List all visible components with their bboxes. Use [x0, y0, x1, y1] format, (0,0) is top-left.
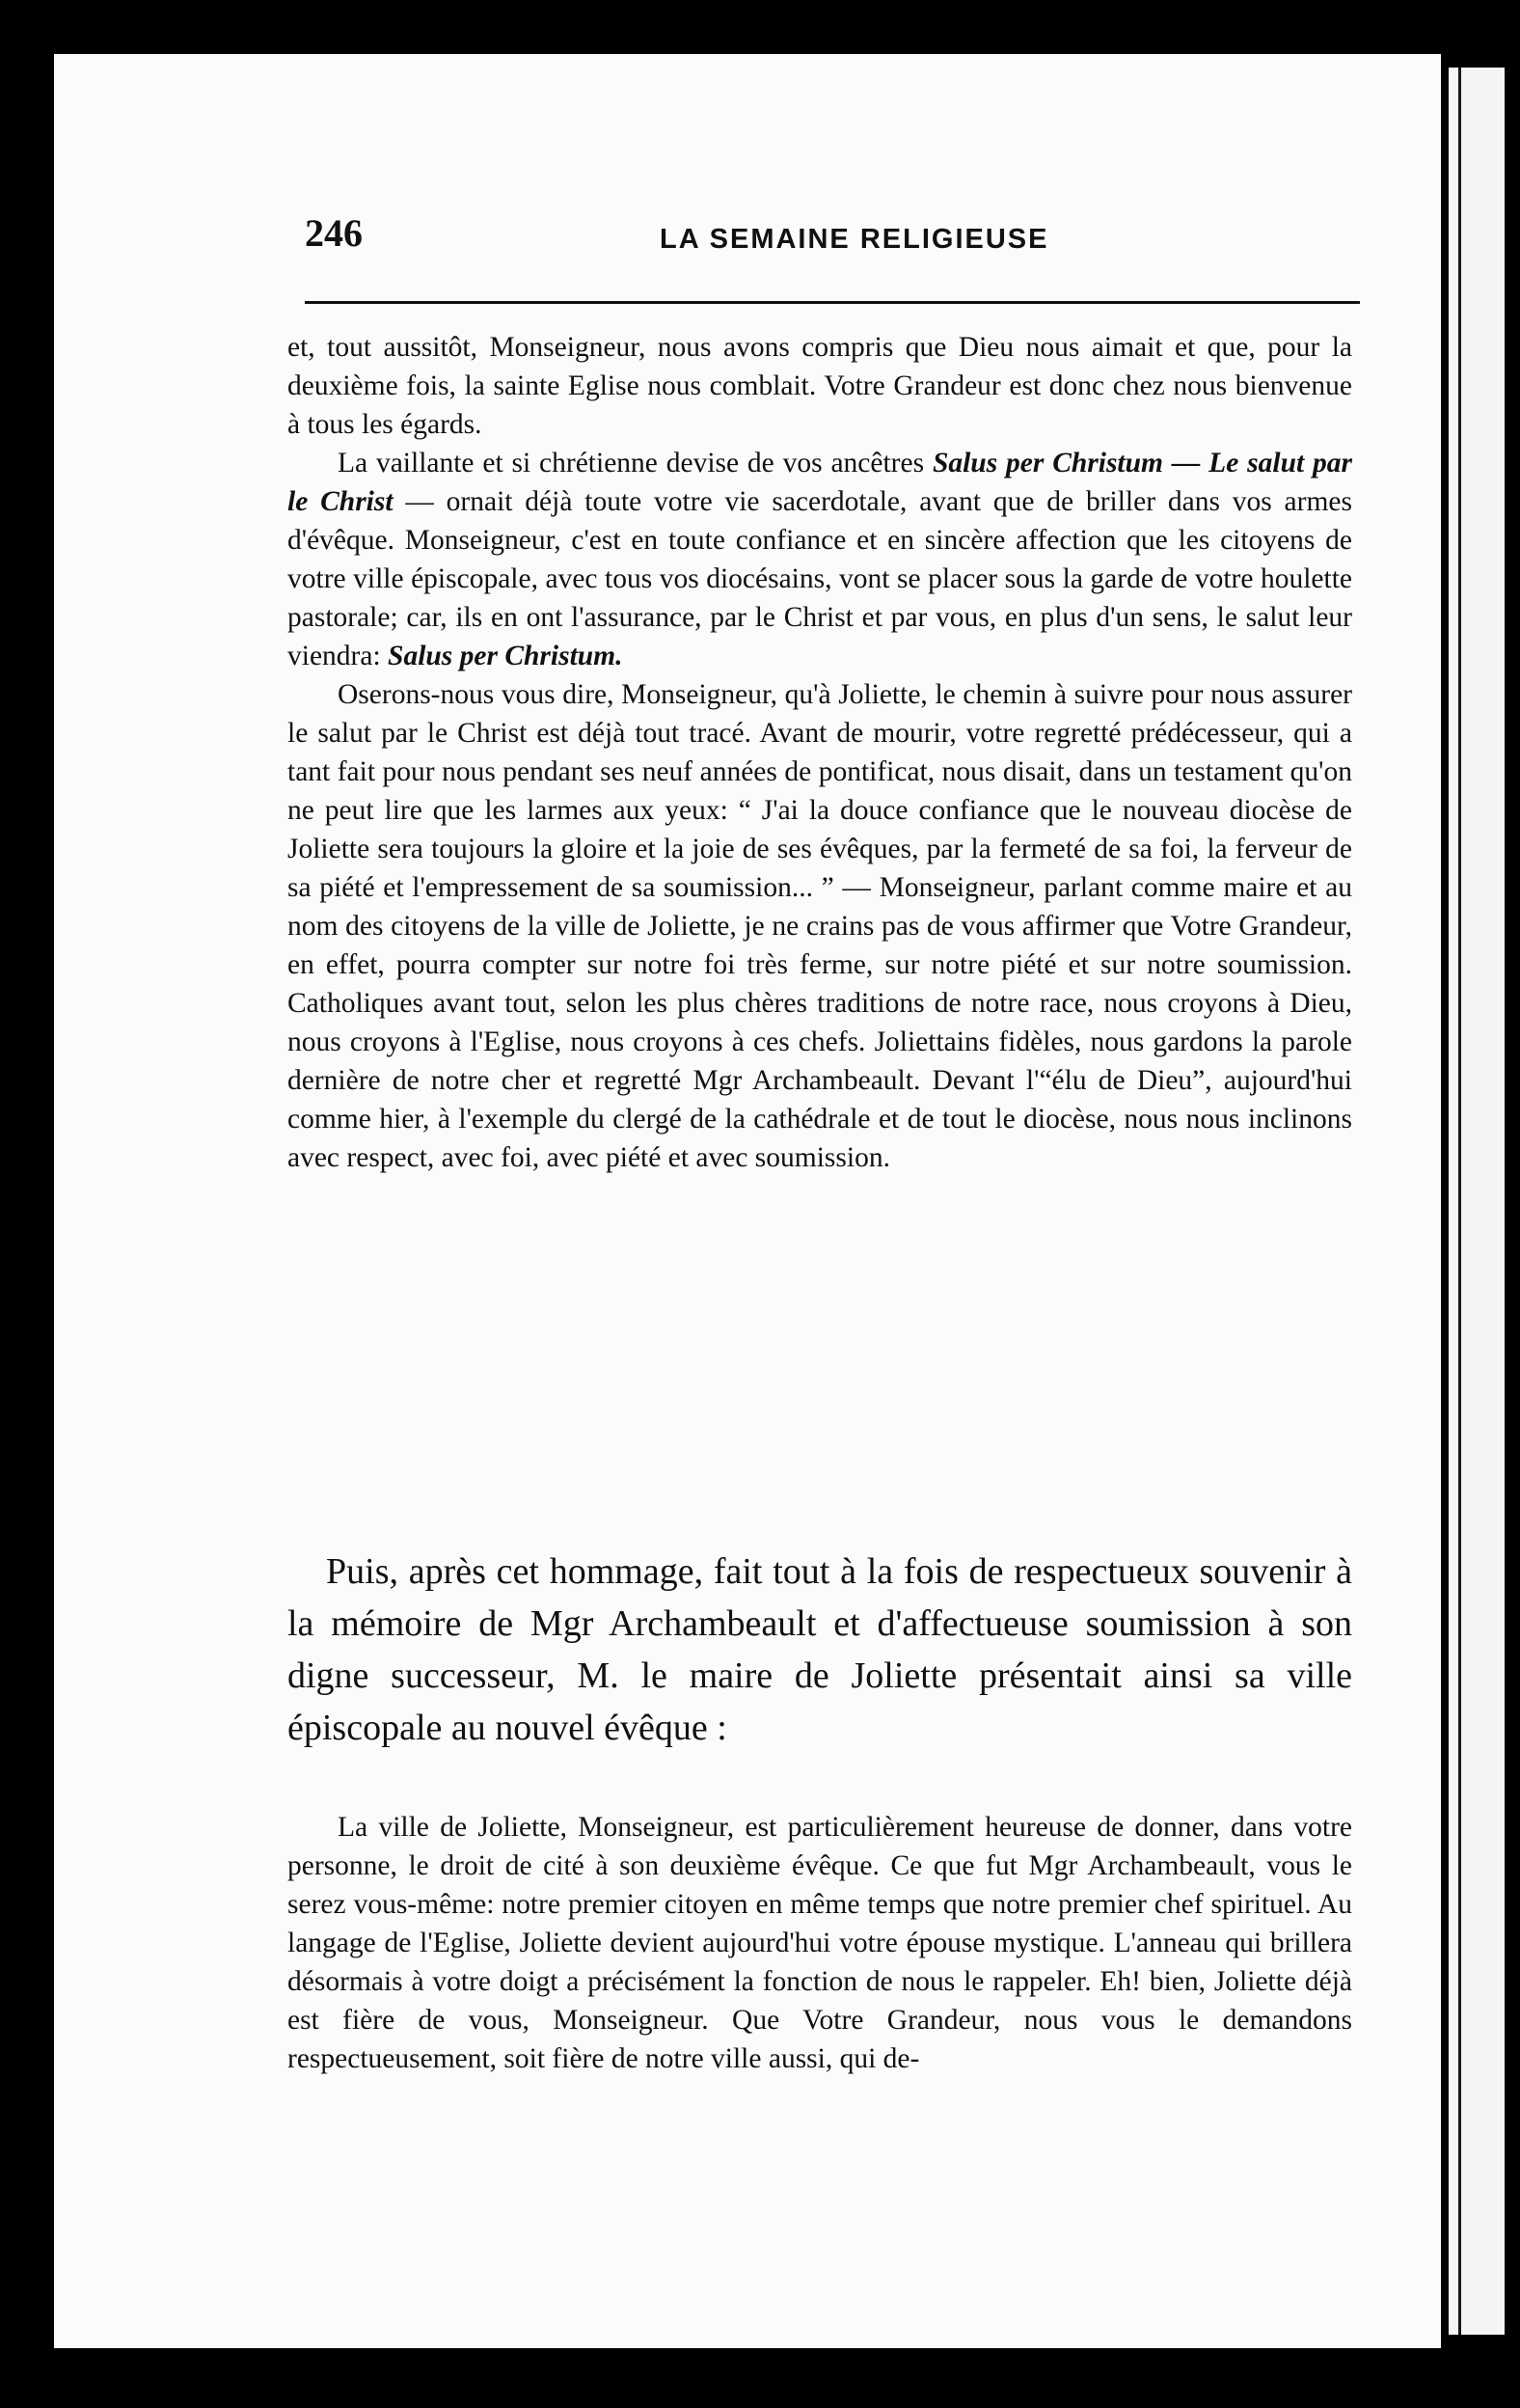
page-fold [1458, 68, 1461, 2335]
text-run: La vaillante et si chrétienne devise de vos ancêtres [338, 448, 933, 479]
adjacent-page-edge [1449, 68, 1505, 2335]
paragraph: La ville de Joliette, Monseigneur, est particulièrement heureuse de donner, dans votre personne, le droit de cité à son deuxième évêque. Ce que fut Mgr Archambeault, vous le serez vous-même: notre premier citoyen en même temps que notre premier chef spirituel. Au langage de l'Eglise, Joliette devient aujourd'hui votre épouse mystique. L'anneau qui brillera désormais à votre doigt a précisément la fonction de nous le rappeler. Eh! bien, Joliette déjà est fière de vous, Monseigneur. Que Votre Grandeur, nous vous le demandons respectueusement, soit fière de notre ville aussi, qui de- [287, 1812, 1352, 2074]
header-rule [305, 301, 1360, 304]
motto-italic: Salus per Christum. [388, 641, 623, 671]
quoted-speech-first [287, 328, 1352, 1177]
paragraph: Oserons-nous vous dire, Monseigneur, qu'à Joliette, le chemin à suivre pour nous assurer le salut par le Christ est déjà tout tracé. Avant de mourir, votre regretté prédécesseur, qui a tant fait pour nous pendant ses neuf années de pontificat, nous disait, dans un testament qu'on ne peut lire que les larmes aux yeux: “ J'ai la douce confiance que le nouveau diocèse de Joliette sera toujours la gloire et la joie de ses évêques, par la fermeté de sa foi, la ferveur de sa piété et l'empressement de sa soumission... ” — Monseigneur, parlant comme maire et au nom des citoyens de la ville de Joliette, je ne crains pas de vous affirmer que Votre Grandeur, en effet, pourra compter sur notre foi très ferme, sur notre piété et sur notre soumission. Catholiques avant tout, selon les plus chères traditions de notre race, nous croyons à Dieu, nous croyons à l'Eglise, nous croyons à ces chefs. Joliettains fidèles, nous gardons la parole dernière de notre cher et regretté Mgr Archambeault. Devant l'“élu de Dieu”, aujourd'hui comme hier, à l'exemple du clergé de la cathédrale et de tout le diocèse, nous nous inclinons avec respect, avec foi, avec piété et avec soumission. [287, 679, 1352, 1173]
narration-paragraph [287, 1546, 1352, 1754]
motto-italic: Salus per Christum — Le salut par le Christ [287, 448, 1352, 517]
text-run: — ornait déjà toute votre vie sacerdotale, avant que de briller dans vos armes d'évêque. Monseigneur, c'est en toute confiance et en sincère affection que les citoyens de votre ville épiscopale, avec tous vos diocésains, vont se placer sous la garde de votre houlette pastorale; car, ils en ont l'assurance, par le Christ et par vous, en plus d'un sens, le salut leur viendra: [287, 486, 1352, 671]
page-header [305, 193, 1366, 270]
paragraph: et, tout aussitôt, Monseigneur, nous avons compris que Dieu nous aimait et que, pour la deuxième fois, la sainte Eglise nous comblait. Votre Grandeur est donc chez nous bienvenue à tous les égards. [287, 332, 1352, 440]
paragraph [287, 444, 1352, 675]
running-head: LA SEMAINE RELIGIEUSE [660, 224, 1049, 255]
page-number: 246 [305, 211, 363, 255]
paragraph: Puis, après cet hommage, fait tout à la fois de respectueux souvenir à la mémoire de Mgr Archambeault et d'affectueuse soumission à son digne successeur, M. le maire de Joliette présentait ainsi sa ville épiscopale au nouvel évêque : [287, 1551, 1352, 1748]
quoted-speech-second [287, 1808, 1352, 2078]
